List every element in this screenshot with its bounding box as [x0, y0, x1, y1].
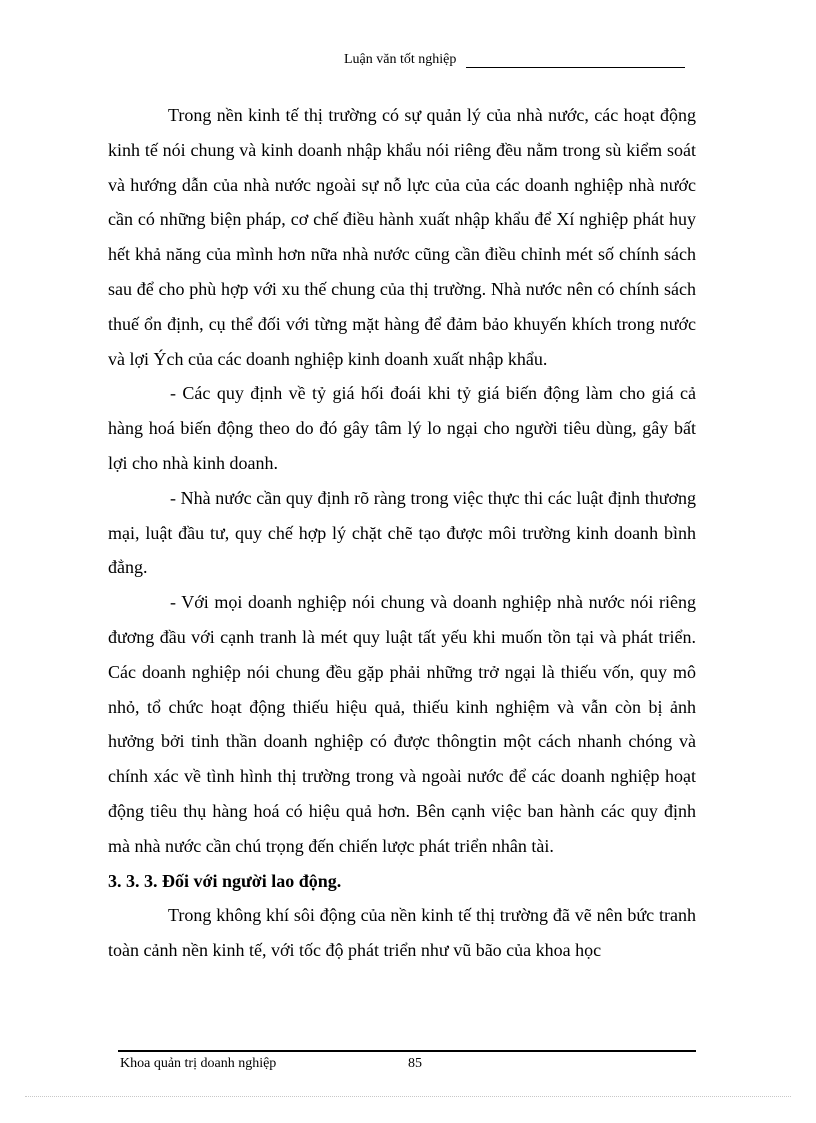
footer-rule [118, 1050, 696, 1052]
page-bottom-edge [25, 1096, 791, 1097]
header-underline-rule [466, 67, 685, 68]
footer-page-number: 85 [408, 1056, 422, 1071]
body-text [108, 98, 696, 968]
paragraph-state-management: Trong nền kinh tế thị trường có sự quản lý của nhà nước, các hoạt động kinh tế nói chung và kinh doanh nhập khẩu nói riêng đều nằm trong sù kiểm soát và hướng dẫn của nhà nước ngoài sự nỗ lực của của các doanh nghiệp nhà nước cần có những biện pháp, cơ chế điều hành xuất nhập khẩu để Xí nghiệp phát huy hết khả năng của mình hơn nữa nhà nước cũng cần điều chỉnh mét số chính sách sau để cho phù hợp với xu thế chung của thị trường. Nhà nước nên có chính sách thuế ổn định, cụ thể đối với từng mặt hàng để đảm bảo khuyến khích trong nước và lợi Ých của các doanh nghiệp kinh doanh xuất nhập khẩu. [108, 105, 696, 369]
running-header-title: Luận văn tốt nghiệp [344, 52, 457, 67]
footer-department: Khoa quản trị doanh nghiệp [120, 1056, 277, 1071]
paragraph-enterprise-competition: - Với mọi doanh nghiệp nói chung và doanh nghiệp nhà nước nói riêng đương đầu với cạnh tranh là mét quy luật tất yếu khi muốn tồn tại và phát triển. Các doanh nghiệp nói chung đều gặp phải những trở ngại là thiếu vốn, quy mô nhỏ, tổ chức hoạt động thiếu hiệu quả, thiếu kinh nghiệm và vẫn còn bị ảnh hưởng bởi tinh thần doanh nghiệp có được thôngtin một cách nhanh chóng và chính xác về tình hình thị trường trong và ngoài nước để các doanh nghiệp hoạt động tiêu thụ hàng hoá có hiệu quả hơn. Bên cạnh việc ban hành các quy định mà nhà nước cần chú trọng đến chiến lược phát triển nhân tài. [108, 592, 696, 856]
paragraph-legal-regulations: - Nhà nước cần quy định rõ ràng trong việc thực thi các luật định thương mại, luật đầu tư, quy chế hợp lý chặt chẽ tạo được môi trường kinh doanh bình đẳng. [108, 487, 696, 578]
paragraph-labor-intro: Trong không khí sôi động của nền kinh tế thị trường đã vẽ nên bức tranh toàn cảnh nền kinh tế, với tốc độ phát triển như vũ bão của khoa học [108, 905, 696, 961]
paragraph-exchange-rate: - Các quy định về tỷ giá hối đoái khi tỷ giá biến động làm cho giá cả hàng hoá biến động theo do đó gây tâm lý lo ngại cho người tiêu dùng, gây bất lợi cho nhà kinh doanh. [108, 383, 696, 473]
section-heading: 3. 3. 3. Đối với người lao động. [108, 870, 342, 891]
